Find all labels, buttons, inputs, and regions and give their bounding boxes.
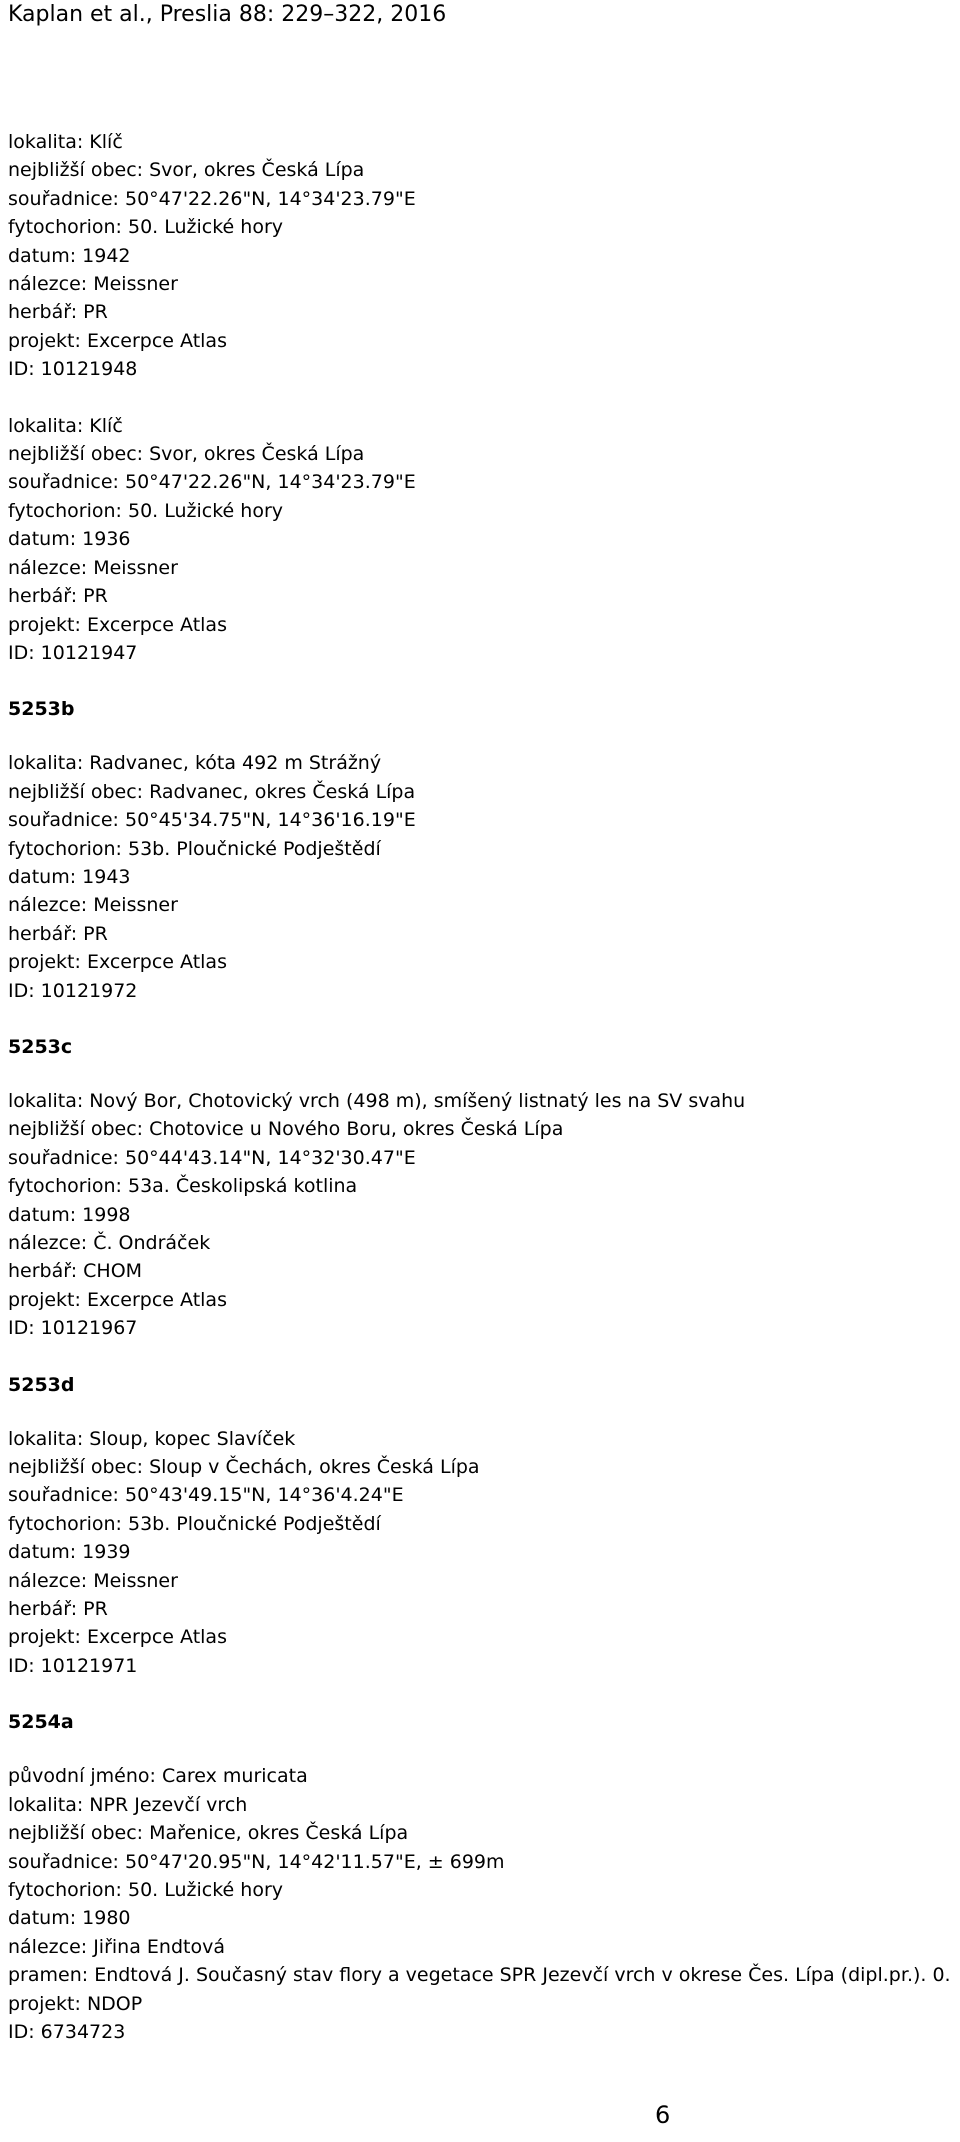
record-field: nálezce: Č. Ondráček <box>8 1232 211 1254</box>
record-field: projekt: Excerpce Atlas <box>8 1626 227 1649</box>
record-field: nálezce: Meissner <box>8 556 178 579</box>
record-field: nejbližší obec: Mařenice, okres Česká Lípa <box>8 1822 409 1845</box>
record <box>8 412 953 668</box>
record <box>8 1425 953 1681</box>
record-field: projekt: Excerpce Atlas <box>8 613 227 636</box>
record-field: fytochorion: 53b. Ploučnické Podještědí <box>8 1512 381 1535</box>
record-field: lokalita: NPR Jezevčí vrch <box>8 1793 248 1816</box>
record-field: ID: 10121972 <box>8 979 138 1002</box>
section-heading: 5254a <box>8 1711 74 1734</box>
record-field: lokalita: Radvanec, kóta 492 m Strážný <box>8 752 382 775</box>
record-field: nálezce: Meissner <box>8 894 178 917</box>
record-field: datum: 1980 <box>8 1907 131 1930</box>
record-field: ID: 10121948 <box>8 358 138 381</box>
page-number: 6 <box>655 2101 671 2129</box>
record-field: herbář: PR <box>8 301 108 324</box>
record-field: nejbližší obec: Chotovice u Nového Boru, okres Česká Lípa <box>8 1118 564 1141</box>
record-field: ID: 10121967 <box>8 1317 138 1340</box>
record-field: datum: 1998 <box>8 1203 131 1226</box>
record-field: lokalita: Nový Bor, Chotovický vrch (498 m), smíšený listnatý les na SV svahu <box>8 1089 746 1112</box>
record-field: lokalita: Klíč <box>8 414 123 437</box>
record-field: souřadnice: 50°43'49.15"N, 14°36'4.24"E <box>8 1484 404 1507</box>
record-field: nejbližší obec: Svor, okres Česká Lípa <box>8 159 365 182</box>
record-field: nálezce: Jiřina Endtová <box>8 1935 225 1958</box>
record-field: souřadnice: 50°47'20.95"N, 14°42'11.57"E, ± 699m <box>8 1850 505 1873</box>
section-heading: 5253d <box>8 1373 75 1396</box>
record-field: fytochorion: 50. Lužické hory <box>8 1878 284 1901</box>
record-field: souřadnice: 50°47'22.26"N, 14°34'23.79"E <box>8 471 416 494</box>
record-field: projekt: Excerpce Atlas <box>8 951 227 974</box>
record-field: herbář: CHOM <box>8 1260 143 1283</box>
record-field: nálezce: Meissner <box>8 1569 178 1592</box>
record-field: projekt: Excerpce Atlas <box>8 1288 227 1311</box>
record <box>8 749 953 1005</box>
record-field: fytochorion: 53b. Ploučnické Podještědí <box>8 837 381 860</box>
record <box>8 1087 953 1343</box>
record <box>8 128 953 384</box>
record-field: lokalita: Sloup, kopec Slavíček <box>8 1427 296 1450</box>
record-field: fytochorion: 50. Lužické hory <box>8 216 284 239</box>
record-field: herbář: PR <box>8 1598 108 1621</box>
record-field: herbář: PR <box>8 585 108 608</box>
record-field: herbář: PR <box>8 922 108 945</box>
record-field: ID: 10121971 <box>8 1654 138 1677</box>
record <box>8 1762 953 2046</box>
record-field: nálezce: Meissner <box>8 273 178 296</box>
section-heading: 5253b <box>8 698 75 721</box>
record-field: nejbližší obec: Svor, okres Česká Lípa <box>8 443 365 466</box>
record-field: projekt: Excerpce Atlas <box>8 329 227 352</box>
record-field: lokalita: Klíč <box>8 131 123 153</box>
record-field: datum: 1939 <box>8 1541 131 1564</box>
record-field: ID: 10121947 <box>8 641 138 664</box>
record-field: souřadnice: 50°44'43.14"N, 14°32'30.47"E <box>8 1146 416 1169</box>
record-field: původní jméno: Carex muricata <box>8 1765 308 1788</box>
record-field: datum: 1942 <box>8 244 131 267</box>
record-field: ID: 6734723 <box>8 2020 126 2043</box>
record-field: nejbližší obec: Radvanec, okres Česká Lípa <box>8 780 416 803</box>
record-field: pramen: Endtová J. Současný stav flory a vegetace SPR Jezevčí vrch v okrese Čes. Lípa (dipl.pr.). 0. <box>8 1964 951 1987</box>
section-heading: 5253c <box>8 1035 73 1058</box>
record-field: souřadnice: 50°45'34.75"N, 14°36'16.19"E <box>8 809 416 832</box>
record-field: fytochorion: 53a. Českolipská kotlina <box>8 1175 358 1198</box>
record-field: datum: 1936 <box>8 528 131 551</box>
record-field: datum: 1943 <box>8 865 131 888</box>
record-field: projekt: NDOP <box>8 1992 143 2015</box>
document-body <box>8 128 953 2074</box>
running-header: Kaplan et al., Preslia 88: 229–322, 2016 <box>8 2 447 27</box>
record-field: fytochorion: 50. Lužické hory <box>8 499 284 522</box>
record-field: souřadnice: 50°47'22.26"N, 14°34'23.79"E <box>8 187 416 210</box>
record-field: nejbližší obec: Sloup v Čechách, okres Česká Lípa <box>8 1456 480 1479</box>
